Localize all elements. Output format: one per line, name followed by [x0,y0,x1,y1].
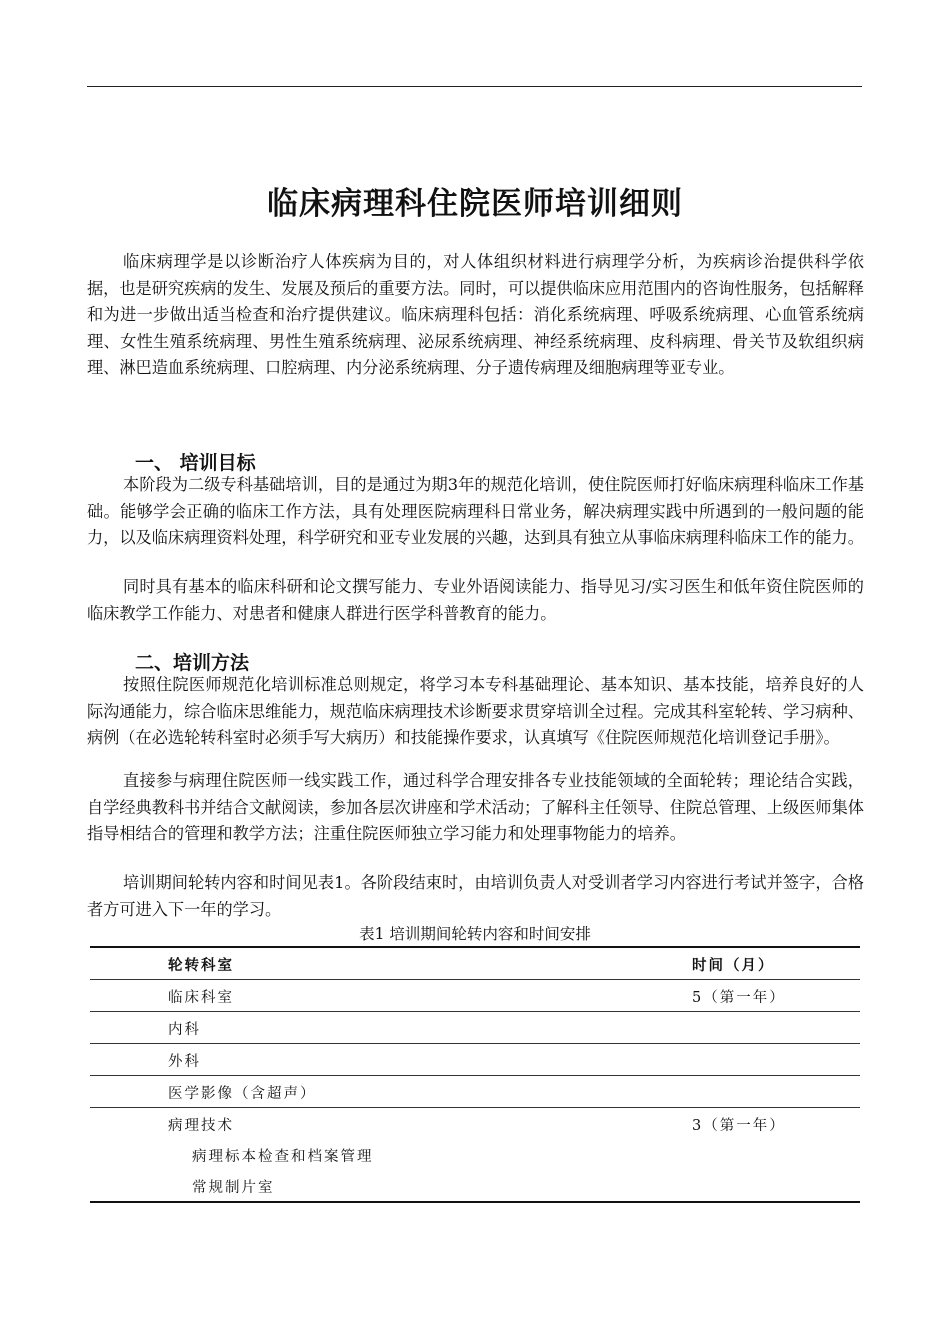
section1-paragraph-2: 同时具有基本的临床科研和论文撰写能力、专业外语阅读能力、指导见习/实习医生和低年资住院医师的临床教学工作能力、对患者和健康人群进行医学科普教育的能力。 [87,577,864,623]
table-row [90,979,860,1011]
row-time: 5（第一年） [692,990,786,1006]
header-time: 时间（月） [692,958,775,974]
table-row [90,1107,860,1139]
header-rule [87,86,862,87]
header-dept: 轮转科室 [168,958,234,974]
row-dept: 临床科室 [168,990,234,1006]
table-row [90,1075,860,1107]
row-dept: 常规制片室 [192,1180,275,1196]
section2-paragraph-3: 培训期间轮转内容和时间见表1。各阶段结束时，由培训负责人对受训者学习内容进行考试并签字，合格者方可进入下一年的学习。 [87,873,864,919]
section1-paragraph-1: 本阶段为二级专科基础培训，目的是通过为期3年的规范化培训，使住院医师打好临床病理科临床工作基础。能够学会正确的临床工作方法，具有处理医院病理科日常业务，解决病理实践中所遇到的一般问题的能力，以及临床病理资料处理，科学研究和亚专业发展的兴趣，达到具有独立从事临床病理科临床工作的能力。 [87,475,864,547]
table-caption: 表1 培训期间轮转内容和时间安排 [359,925,591,943]
document-title: 临床病理科住院医师培训细则 [267,186,683,222]
row-dept: 内科 [168,1022,201,1038]
section2-paragraph-2: 直接参与病理住院医师一线实践工作，通过科学合理安排各专业技能领域的全面轮转；理论结合实践，自学经典教科书并结合文献阅读，参加各层次讲座和学术活动；了解科主任领导、住院总管理、上级医师集体指导相结合的管理和教学方法；注重住院医师独立学习能力和处理事物能力的培养。 [87,771,864,843]
row-time: 3（第一年） [692,1118,786,1134]
row-dept: 病理技术 [168,1118,234,1134]
row-dept: 病理标本检查和档案管理 [192,1149,374,1165]
row-dept: 医学影像（含超声） [168,1086,317,1102]
section2-paragraph-1: 按照住院医师规范化培训标准总则规定，将学习本专科基础理论、基本知识、基本技能，培养良好的人际沟通能力，综合临床思维能力，规范临床病理技术诊断要求贯穿培训全过程。完成其科室轮转、学习病种、病例（在必选轮转科室时必须手写大病历）和技能操作要求，认真填写《住院医师规范化培训登记手册》。 [87,675,864,747]
row-dept: 外科 [168,1054,201,1070]
table-row [90,1011,860,1043]
section2-heading: 二、培训方法 [135,652,250,674]
table-header-row [90,948,860,979]
table-row [90,1170,860,1201]
section1-heading: 一、 培训目标 [135,452,256,474]
rotation-table [90,946,860,1203]
intro-paragraph: 临床病理学是以诊断治疗人体疾病为目的，对人体组织材料进行病理学分析，为疾病诊治提供科学依据，也是研究疾病的发生、发展及预后的重要方法。同时，可以提供临床应用范围内的咨询性服务，包括解释和为进一步做出适当检查和治疗提供建议。临床病理科包括：消化系统病理、呼吸系统病理、心血管系统病理、女性生殖系统病理、男性生殖系统病理、泌尿系统病理、神经系统病理、皮科病理、骨关节及软组织病理、淋巴造血系统病理、口腔病理、内分泌系统病理、分子遗传病理及细胞病理等亚专业。 [87,252,864,377]
table-row [90,1043,860,1075]
table-row [90,1139,860,1170]
